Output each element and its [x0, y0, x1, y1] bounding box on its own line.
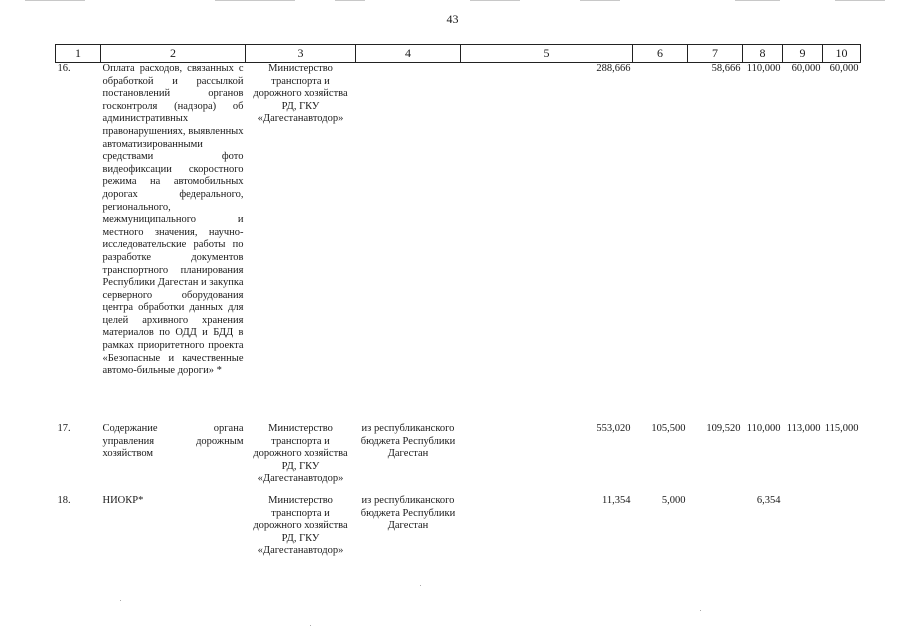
col-header: 6	[633, 45, 688, 63]
measure-name: НИОКР*	[102, 495, 144, 506]
year-value: 110,000	[746, 63, 781, 74]
funding-source: из республиканского бюджета Республики Дагестан	[360, 495, 456, 532]
scan-edge-mark	[215, 0, 295, 1]
table-row	[56, 423, 861, 495]
total-value: 553,020	[596, 423, 631, 434]
col-header: 5	[461, 45, 633, 63]
year-value	[823, 495, 861, 558]
col-header: 9	[783, 45, 823, 63]
scan-speck	[120, 600, 121, 601]
scan-edge-mark	[335, 0, 365, 1]
year-value: 60,000	[829, 63, 859, 74]
scan-edge-mark	[735, 0, 780, 1]
year-value	[688, 495, 743, 558]
col-header: 8	[743, 45, 783, 63]
scan-speck	[700, 610, 701, 611]
col-header: 2	[101, 45, 246, 63]
col-header: 7	[688, 45, 743, 63]
scan-speck	[310, 625, 311, 626]
row-number: 16.	[57, 63, 71, 74]
col-header: 3	[246, 45, 356, 63]
scan-edge-mark	[25, 0, 85, 1]
measure-name: Оплата расходов, связанных с обработкой и рассылкой постановлений органов госконтроля (надзора) об административных правонарушениях, выявленных автоматизированными средствами фото видеофиксации скоростного режима на автомобильных дорогах федерального, регионального, межмуниципального и местного значения, научно-исследовательские работы по разработке документов транспортного планирования Республики Дагестан и закупка серверного оборудования центра обработки данных для целей архивного хранения материалов по ОДД и БДД в рамках приоритетного проекта «Безопасные и качественные автомо-бильные дороги» *	[102, 63, 244, 377]
year-value: 60,000	[791, 63, 821, 74]
year-value: 110,000	[746, 423, 781, 434]
table-row	[56, 63, 861, 424]
year-value: 105,500	[651, 423, 686, 434]
col-header: 4	[356, 45, 461, 63]
year-value: 6,354	[756, 495, 781, 506]
funding-source	[356, 63, 461, 424]
scan-edge-mark	[835, 0, 885, 1]
header-row	[56, 45, 861, 63]
row-number: 17.	[57, 423, 71, 434]
year-value: 113,000	[786, 423, 821, 434]
total-value: 288,666	[596, 63, 631, 74]
measure-name: Содержание органа управления дорожным хозяйством	[102, 423, 244, 460]
page-number: 43	[446, 12, 459, 26]
year-value: 109,520	[706, 423, 741, 434]
year-value	[783, 495, 823, 558]
scan-edge-mark	[470, 0, 520, 1]
executor: Министерство транспорта и дорожного хозяйства РД, ГКУ «Дагестанавтодор»	[253, 63, 348, 125]
program-table	[55, 44, 861, 558]
year-value: 58,666	[711, 63, 741, 74]
row-number: 18.	[57, 495, 71, 506]
executor: Министерство транспорта и дорожного хозяйства РД, ГКУ «Дагестанавтодор»	[253, 423, 348, 485]
total-value: 11,354	[602, 495, 631, 506]
executor: Министерство транспорта и дорожного хозяйства РД, ГКУ «Дагестанавтодор»	[253, 495, 348, 557]
scan-edge-mark	[580, 0, 620, 1]
funding-source: из республиканского бюджета Республики Дагестан	[360, 423, 456, 460]
year-value	[633, 63, 688, 424]
scan-speck	[420, 585, 421, 586]
table-row	[56, 495, 861, 558]
col-header: 1	[56, 45, 101, 63]
year-value: 5,000	[661, 495, 686, 506]
col-header: 10	[823, 45, 861, 63]
year-value: 115,000	[824, 423, 859, 434]
